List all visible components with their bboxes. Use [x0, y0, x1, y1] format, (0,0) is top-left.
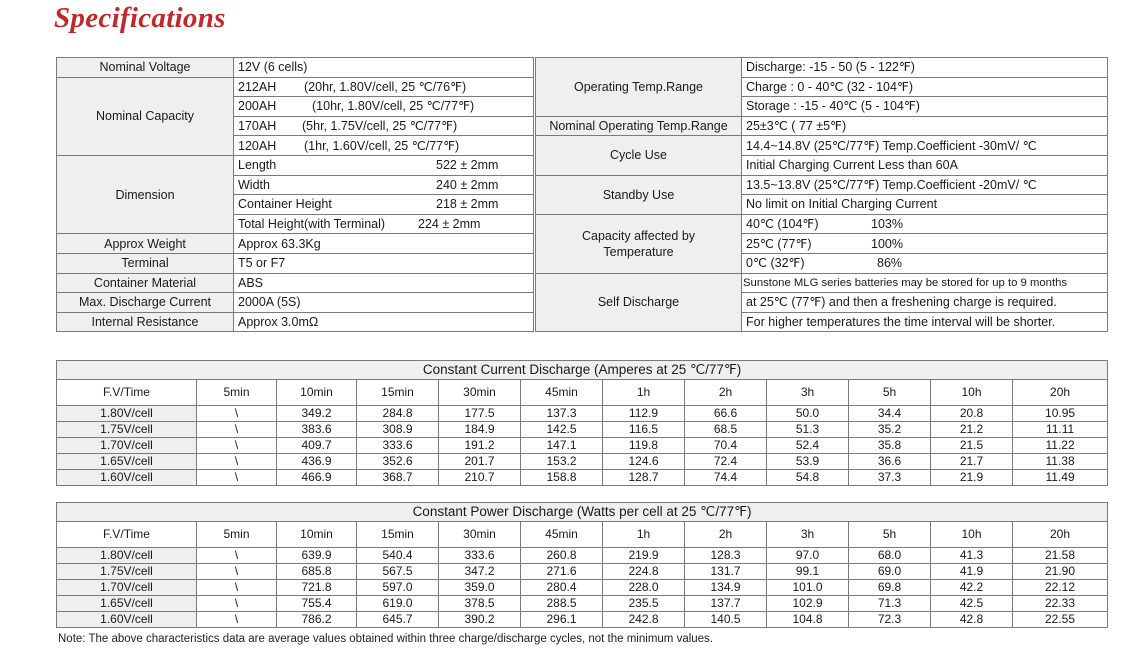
table-cell: 333.6 — [439, 548, 521, 564]
row-label: 1.75V/cell — [57, 422, 197, 438]
column-header: 2h — [685, 522, 767, 548]
table-cell: 224.8 — [603, 564, 685, 580]
table-cell: \ — [197, 548, 277, 564]
table-cell: 158.8 — [521, 470, 603, 486]
table-cell: 53.9 — [767, 454, 849, 470]
column-header: 10h — [931, 380, 1013, 406]
table-cell: 390.2 — [439, 612, 521, 628]
table-cell: 540.4 — [357, 548, 439, 564]
spec-row-internal-resistance — [57, 312, 534, 332]
spec-value: Initial Charging Current Less than 60A — [742, 155, 1108, 175]
column-header: F.V/Time — [57, 522, 197, 548]
table-cell: 21.90 — [1013, 564, 1108, 580]
column-header: 15min — [357, 522, 439, 548]
table-cell: 333.6 — [357, 438, 439, 454]
table-row — [57, 612, 1108, 628]
table-cell: 66.6 — [685, 406, 767, 422]
column-header: 30min — [439, 380, 521, 406]
table-cell: 347.2 — [439, 564, 521, 580]
spec-value: Sunstone MLG series batteries may be stored for up to 9 months — [742, 273, 1108, 293]
table-cell: 128.7 — [603, 470, 685, 486]
column-header: 3h — [767, 380, 849, 406]
dimension-name: Length — [238, 158, 277, 173]
table-cell: 284.8 — [357, 406, 439, 422]
table-cell: 68.5 — [685, 422, 767, 438]
spec-row-nominal-voltage — [57, 58, 534, 78]
capacity-value — [234, 116, 534, 136]
table-cell: 21.7 — [931, 454, 1013, 470]
capacity-temp-value: 0℃ (32℉) — [746, 256, 805, 271]
table-cell: \ — [197, 438, 277, 454]
table-cell: 639.9 — [277, 548, 357, 564]
constant-power-discharge-table — [56, 502, 1108, 628]
capacity-ah: 170AH — [238, 119, 277, 134]
capacity-ah: 212AH — [238, 79, 277, 94]
spec-value: No limit on Initial Charging Current — [742, 195, 1108, 215]
table-cell: 42.2 — [931, 580, 1013, 596]
table-caption: Constant Current Discharge (Amperes at 25 ℃/77℉) — [57, 361, 1108, 380]
table-cell: 645.7 — [357, 612, 439, 628]
table-cell: 137.7 — [685, 596, 767, 612]
capacity-temp-percent: 86% — [877, 256, 903, 271]
constant-current-discharge-table — [56, 360, 1108, 486]
row-label: 1.65V/cell — [57, 454, 197, 470]
spec-row-capacity-temp — [536, 214, 1108, 234]
column-header: 5h — [849, 522, 931, 548]
table-cell: 42.8 — [931, 612, 1013, 628]
capacity-temp-percent: 100% — [871, 236, 903, 251]
spec-label: Max. Discharge Current — [57, 293, 234, 313]
table-cell: 72.3 — [849, 612, 931, 628]
row-label: 1.70V/cell — [57, 438, 197, 454]
table-cell: 51.3 — [767, 422, 849, 438]
capacity-desc: (5hr, 1.75V/cell, 25 ℃/77℉) — [302, 119, 458, 134]
capacity-desc: (1hr, 1.60V/cell, 25 ℃/77℉) — [304, 138, 460, 153]
page-title: Specifications — [54, 2, 226, 34]
table-cell: 137.3 — [521, 406, 603, 422]
dimension-name: Width — [238, 177, 270, 192]
spec-value: Approx 63.3Kg — [234, 234, 534, 254]
table-cell: 597.0 — [357, 580, 439, 596]
capacity-desc: (20hr, 1.80V/cell, 25 ℃/76℉) — [304, 79, 467, 94]
spec-row-approx-weight — [57, 234, 534, 254]
table-cell: 74.4 — [685, 470, 767, 486]
table-header-row — [57, 380, 1108, 406]
table-row — [57, 454, 1108, 470]
table-cell: 11.38 — [1013, 454, 1108, 470]
spec-row-max-discharge-current — [57, 293, 534, 313]
capacity-ah: 120AH — [238, 138, 277, 153]
table-cell: 11.22 — [1013, 438, 1108, 454]
spec-row-self-discharge — [536, 273, 1108, 293]
table-cell: 50.0 — [767, 406, 849, 422]
table-cell: \ — [197, 580, 277, 596]
table-cell: 142.5 — [521, 422, 603, 438]
table-cell: 288.5 — [521, 596, 603, 612]
table-cell: 619.0 — [357, 596, 439, 612]
table-cell: 228.0 — [603, 580, 685, 596]
column-header: 3h — [767, 522, 849, 548]
table-cell: 11.49 — [1013, 470, 1108, 486]
table-cell: 349.2 — [277, 406, 357, 422]
table-cell: 567.5 — [357, 564, 439, 580]
table-cell: 10.95 — [1013, 406, 1108, 422]
footnote: Note: The above characteristics data are average values obtained within three charge/discharge cycles, not the minimum values. — [58, 633, 714, 645]
spec-label: Dimension — [57, 155, 234, 233]
capacity-value — [234, 77, 534, 97]
table-cell: 71.3 — [849, 596, 931, 612]
table-row — [57, 564, 1108, 580]
spec-label: Self Discharge — [536, 273, 742, 332]
table-cell: 201.7 — [439, 454, 521, 470]
column-header: 5h — [849, 380, 931, 406]
capacity-desc: (10hr, 1.80V/cell, 25 ℃/77℉) — [312, 99, 475, 114]
table-caption: Constant Power Discharge (Watts per cell at 25 ℃/77℉) — [57, 503, 1108, 522]
table-cell: 69.8 — [849, 580, 931, 596]
table-cell: 21.5 — [931, 438, 1013, 454]
spec-value: 2000A (5S) — [234, 293, 534, 313]
table-cell: 35.2 — [849, 422, 931, 438]
spec-row-container-material — [57, 273, 534, 293]
column-header: 15min — [357, 380, 439, 406]
column-header: 45min — [521, 380, 603, 406]
capacity-temp-value: 25℃ (77℉) — [746, 236, 812, 251]
spec-value: Discharge: -15 - 50 (5 - 122℉) — [742, 58, 1108, 78]
spec-value: ABS — [234, 273, 534, 293]
column-header: 1h — [603, 380, 685, 406]
table-cell: 124.6 — [603, 454, 685, 470]
table-cell: 21.58 — [1013, 548, 1108, 564]
table-cell: 119.8 — [603, 438, 685, 454]
table-cell: 36.6 — [849, 454, 931, 470]
spec-row-terminal — [57, 253, 534, 273]
column-header: 5min — [197, 380, 277, 406]
capacity-temp-label-line2: Temperature — [603, 244, 674, 259]
table-cell: \ — [197, 470, 277, 486]
table-cell: \ — [197, 422, 277, 438]
spec-row-cycle-use — [536, 136, 1108, 156]
table-cell: 147.1 — [521, 438, 603, 454]
spec-label: Nominal Voltage — [57, 58, 234, 78]
capacity-ah: 200AH — [238, 99, 277, 114]
column-header: 2h — [685, 380, 767, 406]
table-caption-row — [57, 503, 1108, 522]
table-row — [57, 596, 1108, 612]
table-cell: 153.2 — [521, 454, 603, 470]
spec-row-standby-use — [536, 175, 1108, 195]
table-cell: \ — [197, 612, 277, 628]
column-header: 45min — [521, 522, 603, 548]
table-cell: 41.9 — [931, 564, 1013, 580]
table-cell: 260.8 — [521, 548, 603, 564]
spec-row-nominal-capacity — [57, 77, 534, 97]
table-cell: 721.8 — [277, 580, 357, 596]
capacity-temp-label-line1: Capacity affected by — [581, 228, 696, 243]
spec-row-operating-temp — [536, 58, 1108, 78]
spec-value: 25±3℃ ( 77 ±5℉) — [742, 116, 1108, 136]
table-cell: 219.9 — [603, 548, 685, 564]
dimension-measure: 240 ± 2mm — [436, 177, 499, 192]
spec-label: Operating Temp.Range — [536, 58, 742, 117]
spec-value: T5 or F7 — [234, 253, 534, 273]
table-cell: 685.8 — [277, 564, 357, 580]
table-cell: \ — [197, 564, 277, 580]
column-header: 10min — [277, 522, 357, 548]
right-spec-table — [535, 57, 1108, 332]
table-cell: 368.7 — [357, 470, 439, 486]
spec-value: Charge : 0 - 40℃ (32 - 104℉) — [742, 77, 1108, 97]
spec-value: For higher temperatures the time interval will be shorter. — [742, 312, 1108, 332]
dimension-measure: 224 ± 2mm — [418, 217, 481, 232]
table-cell: 128.3 — [685, 548, 767, 564]
row-label: 1.65V/cell — [57, 596, 197, 612]
table-cell: 22.55 — [1013, 612, 1108, 628]
table-row — [57, 470, 1108, 486]
table-cell: 99.1 — [767, 564, 849, 580]
dimension-value — [234, 214, 534, 234]
column-header: 30min — [439, 522, 521, 548]
dimension-value — [234, 195, 534, 215]
table-cell: 210.7 — [439, 470, 521, 486]
spec-label: Container Material — [57, 273, 234, 293]
table-header-row — [57, 522, 1108, 548]
column-header: 10min — [277, 380, 357, 406]
table-cell: 359.0 — [439, 580, 521, 596]
spec-value: 13.5~13.8V (25℃/77℉) Temp.Coefficient -20mV/ ℃ — [742, 175, 1108, 195]
spec-value: 14.4~14.8V (25℃/77℉) Temp.Coefficient -30mV/ ℃ — [742, 136, 1108, 156]
column-header: 20h — [1013, 522, 1108, 548]
capacity-temp-value: 40℃ (104℉) — [746, 217, 819, 232]
dimension-measure: 522 ± 2mm — [436, 158, 499, 173]
table-cell: 52.4 — [767, 438, 849, 454]
dimension-name: Container Height — [238, 197, 332, 212]
spec-label — [536, 214, 742, 273]
table-cell: 41.3 — [931, 548, 1013, 564]
table-cell: 112.9 — [603, 406, 685, 422]
spec-row-dimension — [57, 155, 534, 175]
table-cell: 242.8 — [603, 612, 685, 628]
table-cell: 35.8 — [849, 438, 931, 454]
table-cell: 235.5 — [603, 596, 685, 612]
table-cell: 21.9 — [931, 470, 1013, 486]
left-spec-table — [56, 57, 534, 332]
table-cell: \ — [197, 406, 277, 422]
column-header: 5min — [197, 522, 277, 548]
table-cell: 177.5 — [439, 406, 521, 422]
table-cell: 97.0 — [767, 548, 849, 564]
table-cell: 11.11 — [1013, 422, 1108, 438]
row-label: 1.75V/cell — [57, 564, 197, 580]
table-cell: 378.5 — [439, 596, 521, 612]
table-cell: 308.9 — [357, 422, 439, 438]
table-cell: 466.9 — [277, 470, 357, 486]
table-cell: 131.7 — [685, 564, 767, 580]
table-cell: 22.33 — [1013, 596, 1108, 612]
spec-label: Cycle Use — [536, 136, 742, 175]
table-cell: 22.12 — [1013, 580, 1108, 596]
table-cell: 280.4 — [521, 580, 603, 596]
table-cell: 755.4 — [277, 596, 357, 612]
table-cell: 134.9 — [685, 580, 767, 596]
dimension-name: Total Height(with Terminal) — [238, 217, 386, 232]
table-cell: 383.6 — [277, 422, 357, 438]
spec-value — [742, 234, 1108, 254]
spec-row-nominal-operating-temp — [536, 116, 1108, 136]
capacity-value — [234, 97, 534, 117]
spec-label: Approx Weight — [57, 234, 234, 254]
table-cell: 116.5 — [603, 422, 685, 438]
spec-value: 12V (6 cells) — [234, 58, 534, 78]
spec-label: Standby Use — [536, 175, 742, 214]
table-cell: 102.9 — [767, 596, 849, 612]
table-cell: 436.9 — [277, 454, 357, 470]
table-row — [57, 438, 1108, 454]
table-cell: 54.8 — [767, 470, 849, 486]
column-header: F.V/Time — [57, 380, 197, 406]
column-header: 10h — [931, 522, 1013, 548]
table-row — [57, 422, 1108, 438]
table-cell: 42.5 — [931, 596, 1013, 612]
table-cell: 72.4 — [685, 454, 767, 470]
spec-label: Nominal Capacity — [57, 77, 234, 155]
table-caption-row — [57, 361, 1108, 380]
spec-value: Storage : -15 - 40℃ (5 - 104℉) — [742, 97, 1108, 117]
table-cell: 34.4 — [849, 406, 931, 422]
table-row — [57, 548, 1108, 564]
table-cell: \ — [197, 454, 277, 470]
spec-value: Approx 3.0mΩ — [234, 312, 534, 332]
table-cell: 786.2 — [277, 612, 357, 628]
table-cell: 21.2 — [931, 422, 1013, 438]
table-row — [57, 406, 1108, 422]
row-label: 1.60V/cell — [57, 470, 197, 486]
column-header: 20h — [1013, 380, 1108, 406]
table-cell: 101.0 — [767, 580, 849, 596]
dimension-value — [234, 175, 534, 195]
dimension-measure: 218 ± 2mm — [436, 197, 499, 212]
table-cell: 409.7 — [277, 438, 357, 454]
capacity-value — [234, 136, 534, 156]
table-cell: 69.0 — [849, 564, 931, 580]
row-label: 1.70V/cell — [57, 580, 197, 596]
spec-label: Internal Resistance — [57, 312, 234, 332]
table-cell: 191.2 — [439, 438, 521, 454]
table-cell: 104.8 — [767, 612, 849, 628]
spec-value — [742, 214, 1108, 234]
table-cell: \ — [197, 596, 277, 612]
table-cell: 352.6 — [357, 454, 439, 470]
table-cell: 20.8 — [931, 406, 1013, 422]
table-cell: 271.6 — [521, 564, 603, 580]
row-label: 1.60V/cell — [57, 612, 197, 628]
table-cell: 296.1 — [521, 612, 603, 628]
spec-label: Terminal — [57, 253, 234, 273]
table-cell: 68.0 — [849, 548, 931, 564]
column-header: 1h — [603, 522, 685, 548]
table-cell: 184.9 — [439, 422, 521, 438]
spec-value — [742, 253, 1108, 273]
table-cell: 37.3 — [849, 470, 931, 486]
capacity-temp-percent: 103% — [871, 217, 903, 232]
spec-value: at 25℃ (77℉) and then a freshening charge is required. — [742, 293, 1108, 313]
spec-label: Nominal Operating Temp.Range — [536, 116, 742, 136]
dimension-value — [234, 155, 534, 175]
table-cell: 70.4 — [685, 438, 767, 454]
table-cell: 140.5 — [685, 612, 767, 628]
row-label: 1.80V/cell — [57, 406, 197, 422]
row-label: 1.80V/cell — [57, 548, 197, 564]
table-row — [57, 580, 1108, 596]
